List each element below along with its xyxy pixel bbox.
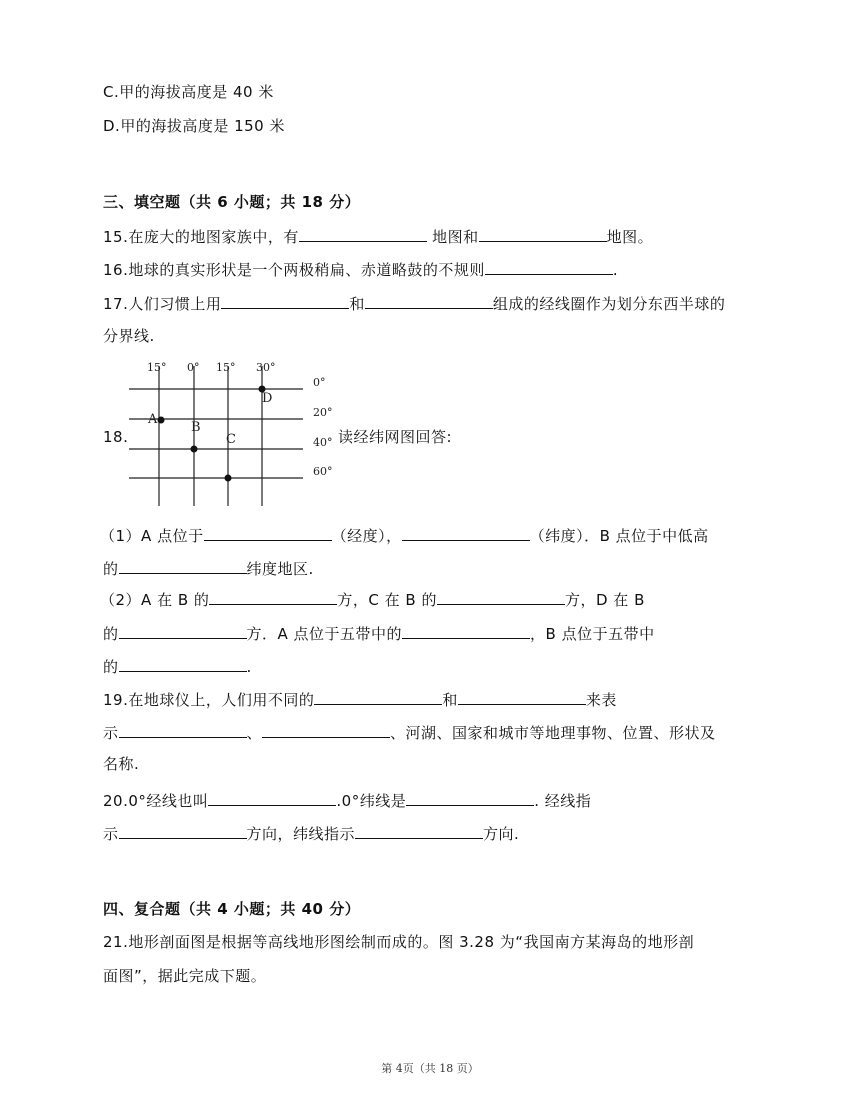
lon-label-4: 30° [256, 361, 276, 374]
lat-label-4: 60° [313, 465, 333, 478]
q18-p2-blank-3 [119, 622, 247, 639]
q18-p2-text-e: 方．A 点位于五带中的 [246, 625, 403, 643]
q16-text-b: . [612, 261, 619, 279]
q18-p1-blank-1 [204, 524, 332, 541]
q15-text-b: 地图和 [426, 228, 479, 246]
q18-p1-text-e: 纬度地区. [246, 560, 314, 578]
q18-part1-line1 [100, 524, 709, 546]
lat-label-3: 40° [313, 436, 333, 449]
q19-text-c: 来表 [585, 691, 617, 709]
q15-blank-2 [479, 225, 607, 242]
point-a-dot [158, 417, 165, 424]
q17-blank-2 [365, 292, 493, 309]
q15-text-a: 15.在庞大的地图家族中，有 [103, 228, 299, 246]
question-15 [103, 225, 653, 247]
q16-blank [485, 258, 613, 275]
q20-blank-4 [355, 822, 483, 839]
q18-p2-text-g: 的 [103, 658, 119, 676]
q18-p1-text-d: 的 [103, 560, 119, 578]
q18-prompt: 读经纬网图回答: [338, 428, 453, 446]
q19-text-b: 和 [442, 691, 458, 709]
q18-p1-text-c: （纬度）．B 点位于中低高 [529, 527, 709, 545]
q17-text-a: 17.人们习惯上用 [103, 295, 222, 313]
question-19-line3: 名称. [103, 755, 140, 773]
page-footer: 第 4页（共 18 页） [381, 1062, 479, 1075]
q18-p2-text-h: . [246, 658, 252, 676]
q20-text-a: 20.0°经线也叫 [103, 792, 209, 810]
question-21-line1: 21.地形剖面图是根据等高线地形图绘制而成的。图 3.28 为“我国南方某海岛的地形剖 [103, 933, 695, 951]
q18-p2-text-f: ，B 点位于五带中 [530, 625, 655, 643]
q19-text-f: 、河湖、国家和城市等地理事物、位置、形状及 [390, 724, 716, 742]
q18-p2-blank-5 [119, 655, 247, 672]
q20-blank-1 [208, 789, 336, 806]
point-c-dot [225, 475, 232, 482]
q20-text-d: 示 [103, 825, 119, 843]
q18-p1-blank-3 [119, 557, 247, 574]
question-19-line1 [103, 688, 617, 710]
question-20-line1 [103, 789, 591, 811]
question-17-line1 [103, 292, 725, 314]
lon-label-3: 15° [216, 361, 236, 374]
q18-p1-text-b: （经度）， [331, 527, 402, 545]
q16-text-a: 16.地球的真实形状是一个两极稍扁、赤道略鼓的不规则 [103, 261, 485, 279]
q18-part1-line2 [103, 557, 314, 579]
question-19-line2 [103, 721, 716, 743]
lon-label-2: 0° [187, 361, 200, 374]
option-c: C.甲的海拔高度是 40 米 [103, 83, 274, 101]
question-17-line2: 分界线. [103, 327, 155, 345]
lat-label-1: 0° [313, 376, 326, 389]
q18-p2-blank-1 [209, 588, 337, 605]
q19-text-e: 、 [246, 724, 263, 742]
q20-text-c: . 经线指 [534, 792, 592, 810]
option-d: D.甲的海拔高度是 150 米 [103, 117, 285, 135]
point-a-label: A [148, 412, 158, 427]
question-16 [103, 258, 618, 280]
q18-p2-text-d: 的 [103, 625, 119, 643]
point-b-dot [191, 446, 198, 453]
lon-label-1: 15° [147, 361, 167, 374]
q17-text-c: 组成的经线圈作为划分东西半球的 [492, 295, 726, 313]
q18-p2-blank-2 [437, 588, 565, 605]
q19-blank-4 [262, 721, 390, 738]
lat-lon-grid-figure [125, 358, 340, 508]
q19-blank-3 [119, 721, 247, 738]
q20-blank-3 [119, 822, 247, 839]
q18-number: 18. [103, 428, 129, 446]
q18-part2-line2 [103, 622, 655, 644]
q17-blank-1 [221, 292, 349, 309]
lat-label-2: 20° [313, 406, 333, 419]
question-21-line2: 面图”，据此完成下题。 [103, 967, 267, 985]
q20-text-f: 方向. [483, 825, 520, 843]
section-4-heading: 四、复合题（共 4 小题；共 40 分） [103, 900, 361, 918]
q17-text-b: 和 [349, 295, 365, 313]
q18-part2-line1 [100, 588, 645, 610]
q15-blank-1 [299, 225, 427, 242]
q15-text-c: 地图。 [606, 228, 654, 246]
q18-p1-blank-2 [402, 524, 530, 541]
q18-p1-text-a: （1）A 点位于 [100, 527, 204, 545]
q19-text-d: 示 [103, 724, 119, 742]
q18-p2-blank-4 [402, 622, 530, 639]
question-20-line2 [103, 822, 519, 844]
point-d-label: D [262, 391, 273, 406]
q19-text-a: 19.在地球仪上，人们用不同的 [103, 691, 315, 709]
q18-p2-text-b: 方，C 在 B 的 [337, 591, 437, 609]
q18-part2-line3 [103, 655, 252, 677]
q20-text-e: 方向，纬线指示 [246, 825, 356, 843]
q18-p2-text-c: 方，D 在 B [564, 591, 645, 609]
section-3-heading: 三、填空题（共 6 小题；共 18 分） [103, 193, 361, 211]
q18-p2-text-a: （2）A 在 B 的 [100, 591, 210, 609]
q20-text-b: .0°纬线是 [336, 792, 407, 810]
q19-blank-1 [314, 688, 442, 705]
q20-blank-2 [406, 789, 534, 806]
q19-blank-2 [458, 688, 586, 705]
point-b-label: B [191, 420, 201, 435]
point-c-label: C [226, 432, 236, 447]
